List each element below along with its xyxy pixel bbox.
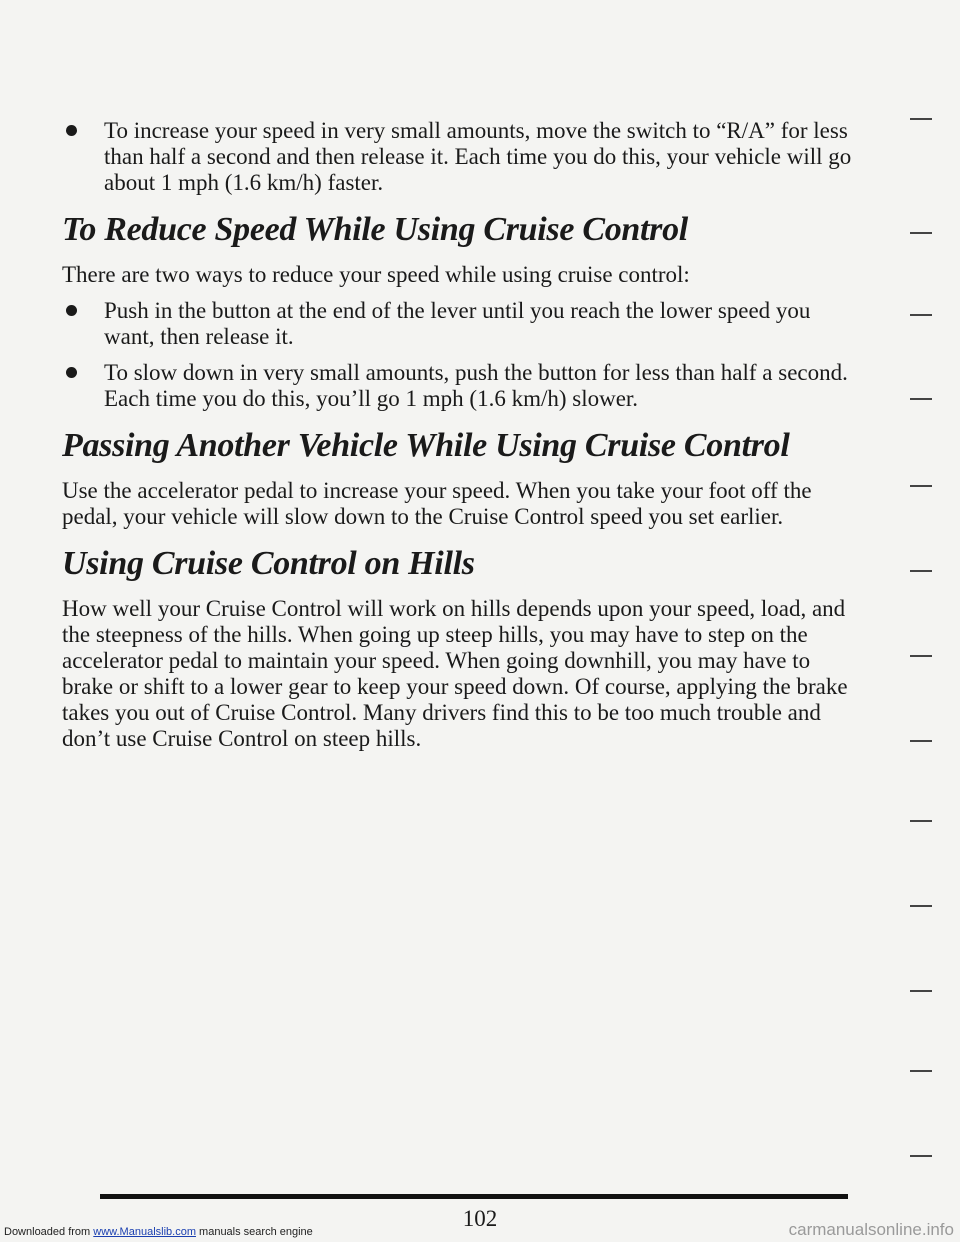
edge-mark	[910, 570, 932, 572]
bullet-text: Push in the button at the end of the lever until you reach the lower speed you want, then release it.	[104, 298, 811, 349]
section-heading: Using Cruise Control on Hills	[62, 545, 475, 582]
bullet-item	[62, 298, 852, 350]
section-passing	[62, 426, 852, 530]
page-number: 102	[462, 1206, 498, 1231]
credit-prefix: Downloaded from	[4, 1226, 94, 1238]
edge-mark	[910, 655, 932, 657]
section-hills	[62, 544, 852, 752]
credit-suffix: manuals search engine	[195, 1226, 313, 1238]
edge-mark	[910, 398, 932, 400]
bullet-text: To slow down in very small amounts, push the button for less than half a second. Each time you do this, you’ll go 1 mph (1.6 km/h) slower.	[104, 360, 848, 411]
section-reduce-speed	[62, 210, 852, 412]
footer-rule	[100, 1194, 848, 1199]
edge-mark	[910, 314, 932, 316]
edge-mark	[910, 118, 932, 120]
edge-mark	[910, 740, 932, 742]
watermark: carmanualsonline.info	[788, 1220, 954, 1239]
edge-mark	[910, 820, 932, 822]
edge-mark	[910, 1155, 932, 1157]
bullet-dot-icon	[66, 305, 77, 316]
download-credit	[4, 1226, 313, 1238]
bullet-dot-icon	[66, 367, 77, 378]
bullet-dot-icon	[66, 125, 77, 136]
page-edge-marks	[872, 0, 932, 1242]
page-content	[62, 118, 852, 762]
edge-mark	[910, 1070, 932, 1072]
edge-mark	[910, 485, 932, 487]
bullet-text: To increase your speed in very small amounts, move the switch to “R/A” for less than half a second and then release it. Each time you do this, your vehicle will go about 1 mph (1.6 km/h) faster.	[104, 118, 852, 195]
section-heading: To Reduce Speed While Using Cruise Control	[62, 211, 688, 248]
section-paragraph: There are two ways to reduce your speed while using cruise control:	[62, 262, 690, 287]
section-paragraph: How well your Cruise Control will work on hills depends upon your speed, load, and the steepness of the hills. When going up steep hills, you may have to step on the accelerator pedal to maintain your speed. When going downhill, you may have to brake or shift to a lower gear to keep your speed down. Of course, applying the brake takes you out of Cruise Control. Many drivers find this to be too much trouble and don’t use Cruise Control on steep hills.	[62, 596, 848, 751]
edge-mark	[910, 232, 932, 234]
manualslib-link[interactable]: www.Manualslib.com	[93, 1226, 196, 1238]
edge-mark	[910, 990, 932, 992]
bullet-item	[62, 360, 852, 412]
bullet-item	[62, 118, 852, 196]
section-paragraph: Use the accelerator pedal to increase your speed. When you take your foot off the pedal, your vehicle will slow down to the Cruise Control speed you set earlier.	[62, 478, 812, 529]
section-heading: Passing Another Vehicle While Using Cruise Control	[62, 427, 790, 464]
edge-mark	[910, 905, 932, 907]
